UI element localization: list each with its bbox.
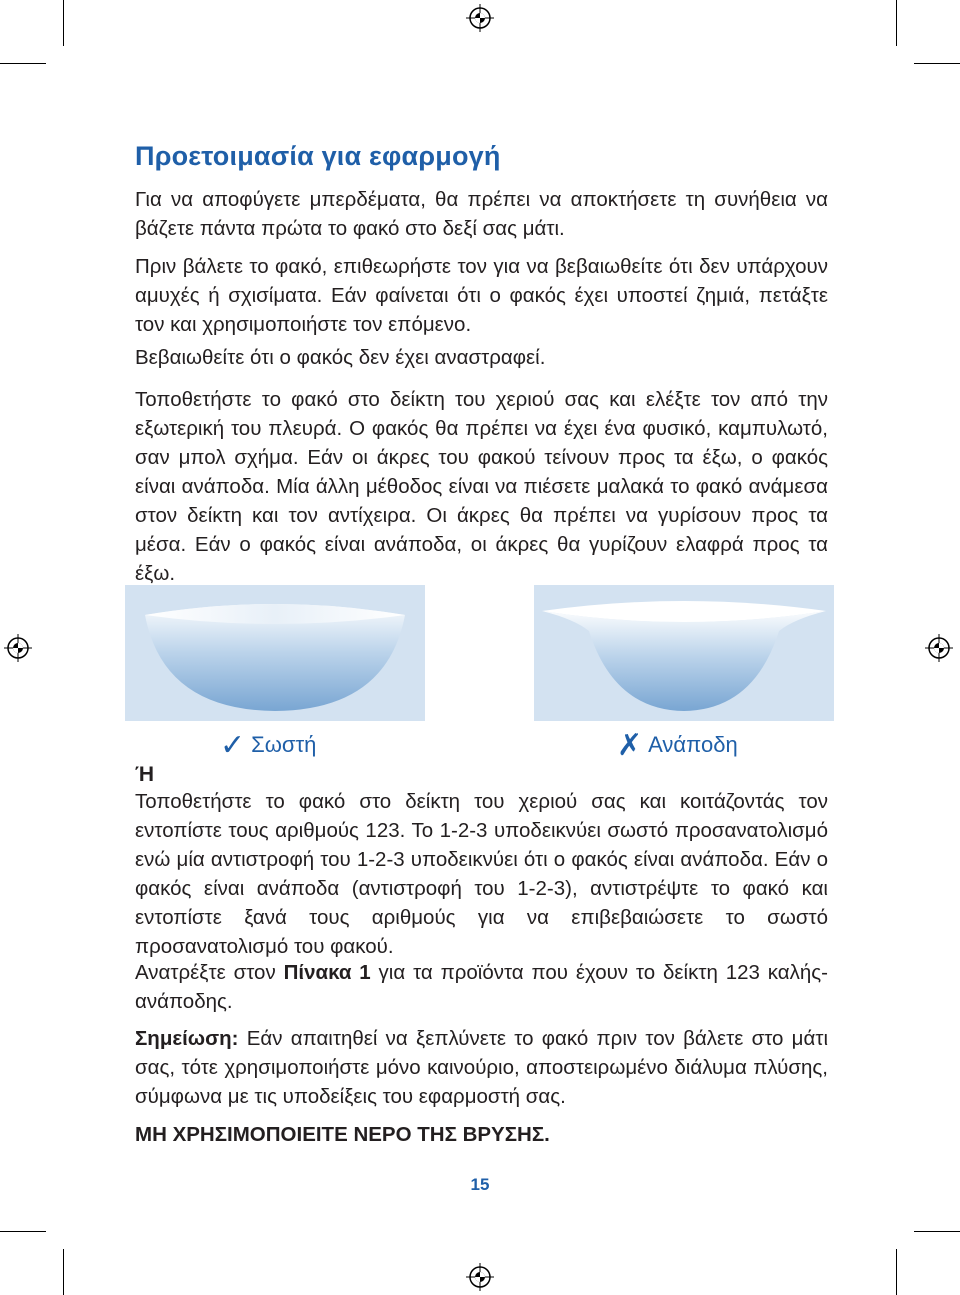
paragraph-note [135, 1024, 828, 1111]
crop-mark [63, 0, 64, 46]
table-ref-before: Ανατρέξτε στον [135, 961, 284, 984]
cross-icon: ✗ [617, 729, 643, 762]
caption-correct [220, 728, 316, 763]
page-title: Προετοιμασία για εφαρμογή [135, 141, 501, 171]
crop-mark [0, 63, 46, 64]
page-number: 15 [470, 1175, 490, 1194]
note-text: Εάν απαιτηθεί να ξεπλύνετε το φακό πριν τον βάλετε στο μάτι σας, τότε χρησιμοποιήστε μόνο καινούριο, αποστειρωμένο διάλυμα πλύσης, σύμφωνα με τις υποδείξεις του εφαρμοστή σας. [135, 1027, 828, 1108]
lens-correct-image [125, 585, 425, 721]
crop-mark [63, 1249, 64, 1295]
crop-mark [914, 63, 960, 64]
caption-correct-label: Σωστή [251, 732, 317, 757]
registration-mark-icon [4, 634, 32, 662]
registration-mark-icon [466, 1263, 494, 1291]
crop-mark [914, 1231, 960, 1232]
paragraph-table-reference [135, 958, 828, 1016]
table-ref-bold: Πίνακα 1 [283, 961, 371, 984]
paragraph-123-indicator: Τοποθετήστε το φακό στο δείκτη του χεριού σας και κοιτάζοντάς τον εντοπίστε τους αριθμούς 123. Το 1-2-3 υποδεικνύει σωστό προσανατολισμό ενώ μία αντιστροφή του 1-2-3 υποδεικνύει ότι ο φακός είναι ανάποδα. Εάν ο φακός είναι ανάποδα (αντιστροφή του 1-2-3), αντιστρέψτε το φακό και εντοπίστε ξανά τους αριθμούς για να επιβεβαιώσετε το σωστό προσανατολισμό του φακού. [135, 790, 828, 958]
caption-inverted [617, 728, 738, 763]
note-label: Σημείωση: [135, 1027, 239, 1050]
paragraph-edge-test: Τοποθετήστε το φακό στο δείκτη του χεριού σας και ελέξτε τον από την εξωτερική του πλευρά. Ο φακός θα πρέπει να έχει ένα φυσικό, καμπυλωτό, σαν μπολ σχήμα. Εάν οι άκρες του φακού τείνουν προς τα έξω, ο φακός είναι ανάποδα. Μία άλλη μέθοδος είναι να πιέσετε μαλακά το φακό ανάμεσα στον δείκτη και τον αντίχειρα. Οι άκρες θα πρέπει να γυρίσουν προς τα μέσα. Εάν ο φακός είναι ανάποδα, οι άκρες θα γυρίζουν ελαφρά προς τα έξω. [135, 388, 828, 585]
paragraph-check-inverted: Βεβαιωθείτε ότι ο φακός δεν έχει αναστραφεί. [135, 346, 546, 369]
paragraph-habit: Για να αποφύγετε μπερδέματα, θα πρέπει να αποκτήσετε τη συνήθεια να βάζετε πάντα πρώτα το φακό στο δεξί σας μάτι. [135, 188, 828, 240]
crop-mark [0, 1231, 46, 1232]
table-ref-after: για τα προϊόντα που έχουν το δείκτη 123 καλής-ανάποδης. [135, 961, 828, 1013]
crop-mark [896, 1249, 897, 1295]
or-label: Ή [135, 763, 155, 786]
lens-inverted-image [534, 585, 834, 721]
warning-text: ΜΗ ΧΡΗΣΙΜΟΠΟΙΕΙΤΕ ΝΕΡΟ ΤΗΣ ΒΡΥΣΗΣ. [135, 1123, 550, 1146]
crop-mark [896, 0, 897, 46]
registration-mark-icon [925, 634, 953, 662]
check-icon: ✓ [220, 729, 246, 762]
caption-inverted-label: Ανάποδη [648, 732, 738, 757]
registration-mark-icon [466, 4, 494, 32]
paragraph-inspect: Πριν βάλετε το φακό, επιθεωρήστε τον για να βεβαιωθείτε ότι δεν υπάρχουν αμυχές ή σχισίματα. Εάν φαίνεται ότι ο φακός έχει υποστεί ζημιά, πετάξτε τον και χρησιμοποιήστε τον επόμενο. [135, 255, 828, 336]
